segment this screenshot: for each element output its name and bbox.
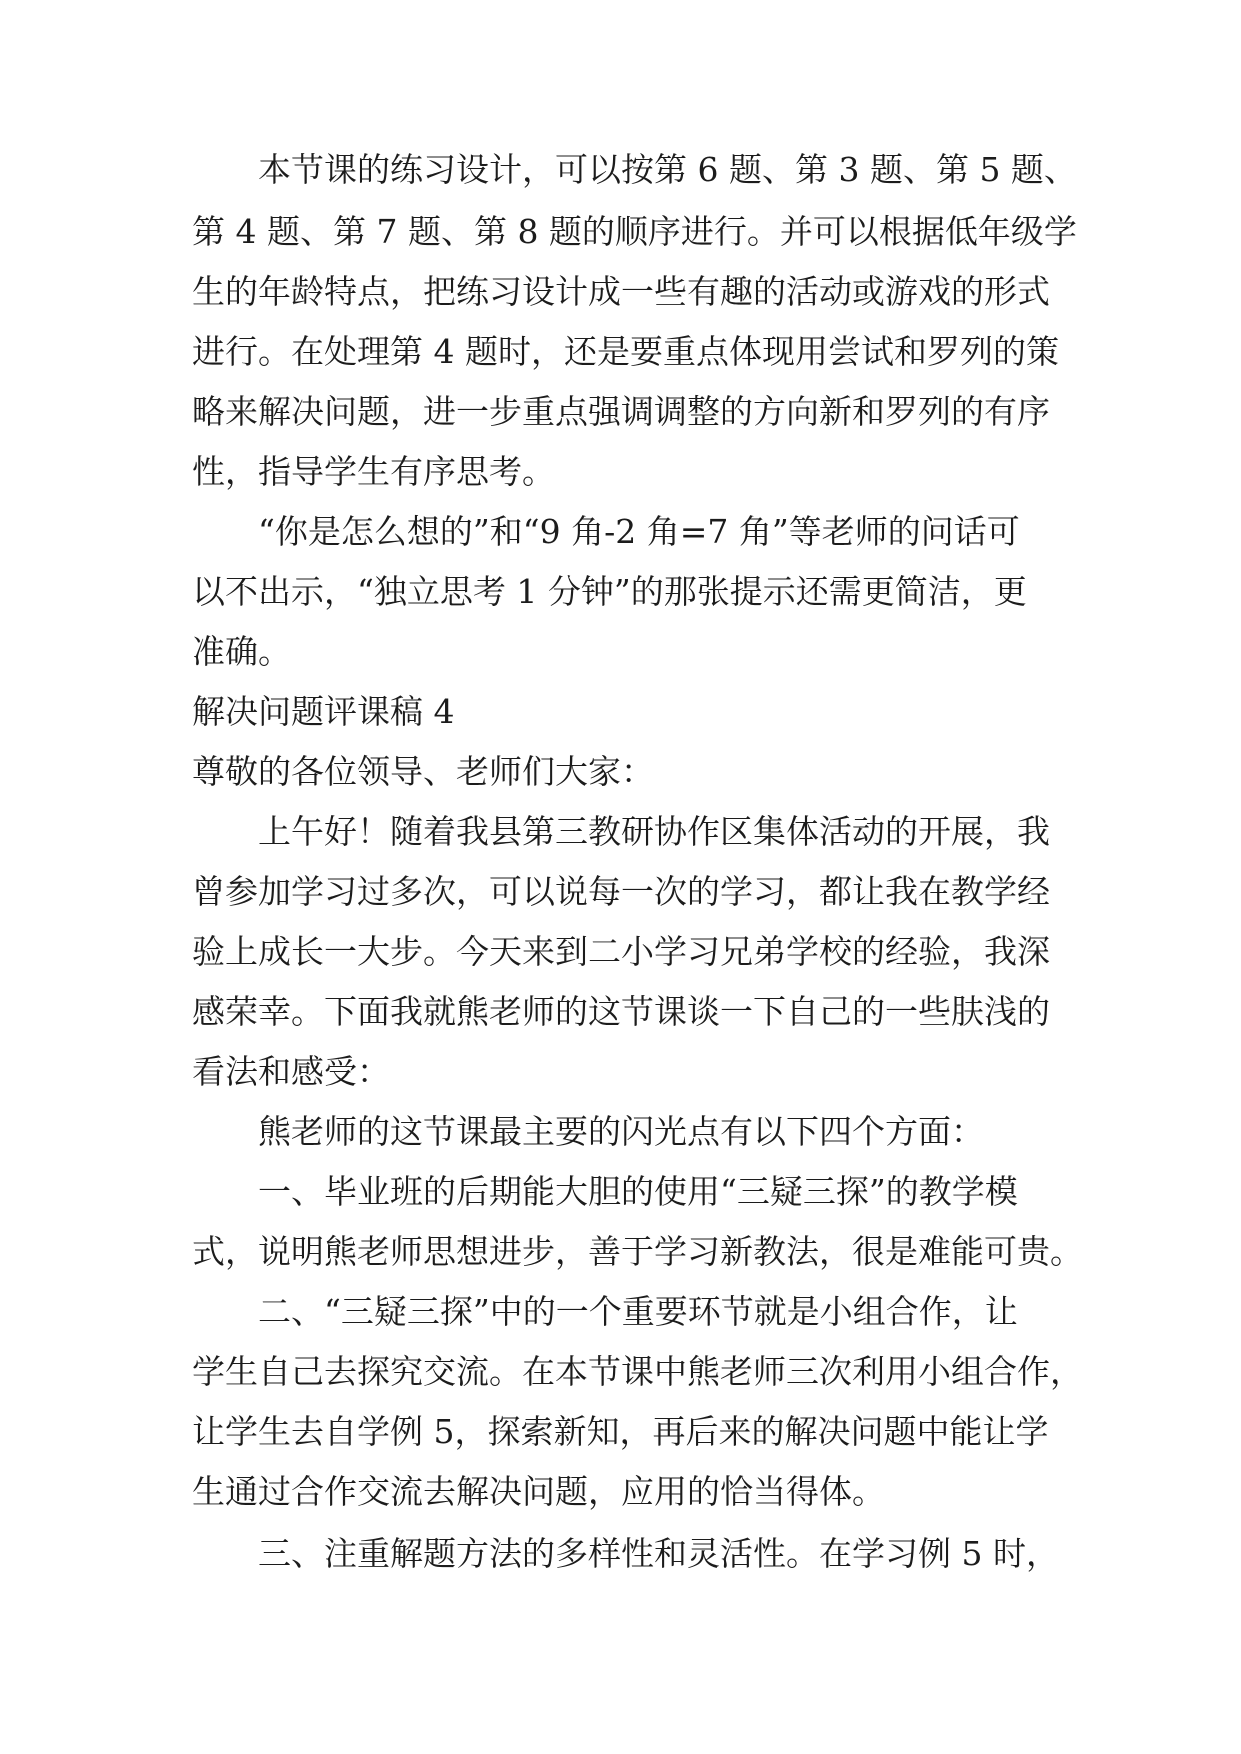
- paragraph-line: 以不出示，“独立思考 1 分钟”的那张提示还需更简洁，更: [192, 572, 1027, 611]
- paragraph-line: 生通过合作交流去解决问题，应用的恰当得体。: [192, 1472, 885, 1511]
- paragraph-line: 第 4 题、第 7 题、第 8 题的顺序进行。并可以根据低年级学: [192, 212, 1077, 251]
- paragraph-line: “你是怎么想的”和“9 角-2 角=7 角”等老师的问话可: [258, 512, 1020, 551]
- paragraph-line: 曾参加学习过多次，可以说每一次的学习，都让我在教学经: [192, 872, 1050, 911]
- paragraph-line: 学生自己去探究交流。在本节课中熊老师三次利用小组合作，: [192, 1352, 1083, 1391]
- section-heading: 解决问题评课稿 4: [192, 692, 455, 731]
- paragraph-line: 熊老师的这节课最主要的闪光点有以下四个方面：: [258, 1112, 984, 1151]
- paragraph-line: 本节课的练习设计，可以按第 6 题、第 3 题、第 5 题、: [258, 150, 1077, 189]
- paragraph-line: 生的年龄特点，把练习设计成一些有趣的活动或游戏的形式: [192, 272, 1050, 311]
- paragraph-line: 三、注重解题方法的多样性和灵活性。在学习例 5 时，: [258, 1534, 1059, 1573]
- paragraph-line: 式，说明熊老师思想进步，善于学习新教法，很是难能可贵。: [192, 1232, 1083, 1271]
- paragraph-line: 上午好！随着我县第三教研协作区集体活动的开展，我: [258, 812, 1050, 851]
- paragraph-line: 一、毕业班的后期能大胆的使用“三疑三探”的教学模: [258, 1172, 1018, 1211]
- paragraph-line: 验上成长一大步。今天来到二小学习兄弟学校的经验，我深: [192, 932, 1050, 971]
- paragraph-line: 感荣幸。下面我就熊老师的这节课谈一下自己的一些肤浅的: [192, 992, 1050, 1031]
- paragraph-line: 二、“三疑三探”中的一个重要环节就是小组合作，让: [258, 1292, 1018, 1331]
- paragraph-line: 准确。: [192, 632, 291, 671]
- paragraph-line: 进行。在处理第 4 题时，还是要重点体现用尝试和罗列的策: [192, 332, 1059, 371]
- paragraph-line: 让学生去自学例 5，探索新知，再后来的解决问题中能让学: [192, 1412, 1049, 1451]
- salutation: 尊敬的各位领导、老师们大家：: [192, 752, 654, 791]
- paragraph-line: 看法和感受：: [192, 1052, 390, 1091]
- paragraph-line: 略来解决问题，进一步重点强调调整的方向新和罗列的有序: [192, 392, 1050, 431]
- paragraph-line: 性，指导学生有序思考。: [192, 452, 555, 491]
